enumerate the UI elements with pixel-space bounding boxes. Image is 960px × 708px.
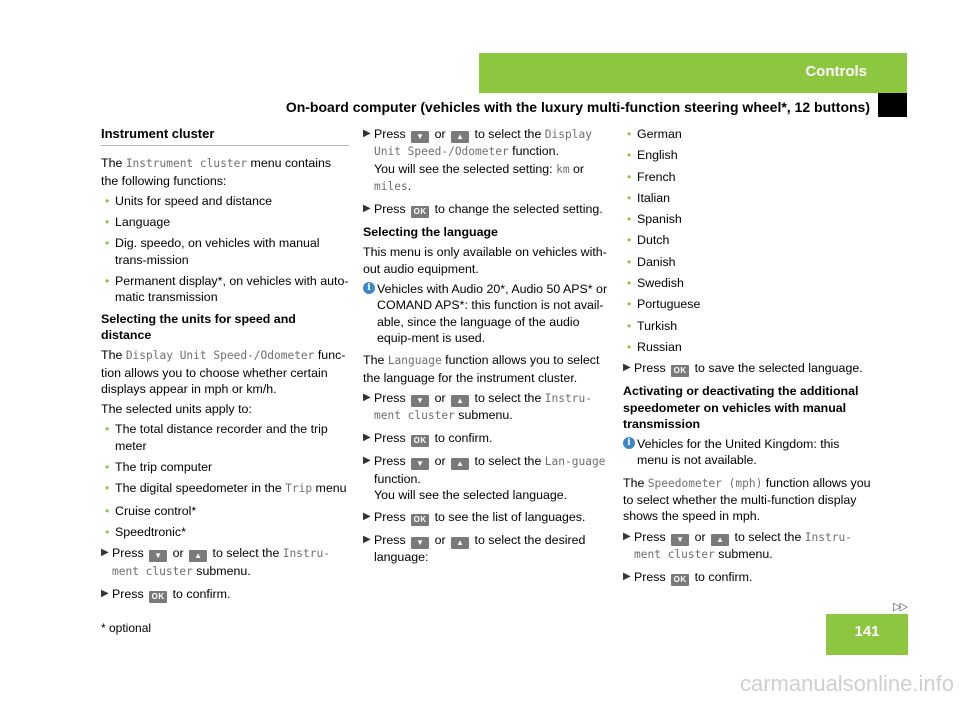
info-icon: i bbox=[363, 282, 375, 294]
menu-name: Speedometer (mph) bbox=[647, 476, 763, 490]
ok-key-icon: OK bbox=[149, 591, 167, 603]
section-marker bbox=[878, 93, 907, 117]
language-item: • German bbox=[623, 126, 871, 142]
list-item: • Units for speed and distance bbox=[101, 193, 349, 209]
menu-name: Trip bbox=[285, 482, 313, 496]
instruction-step: ▶ Press ▼ or ▲ to select the Instru-ment cluster submenu. bbox=[363, 390, 592, 423]
arrow-right-icon: ▶ bbox=[623, 571, 631, 583]
setting-value: km bbox=[556, 162, 570, 176]
info-note: i Vehicles with Audio 20*, Audio 50 APS* or COMAND APS*: this function is not avail-able, since the language of the audio equip-ment is used. bbox=[363, 281, 611, 346]
menu-name: Instru-ment cluster bbox=[374, 391, 592, 423]
subheading: Selecting the units for speed and distance bbox=[101, 311, 296, 342]
down-key-icon: ▼ bbox=[411, 458, 429, 470]
ok-key-icon: OK bbox=[671, 365, 689, 377]
list-item: • Speedtronic* bbox=[101, 524, 349, 540]
ok-key-icon: OK bbox=[411, 435, 429, 447]
language-item: • Dutch bbox=[623, 232, 871, 248]
language-item: • French bbox=[623, 169, 871, 185]
paragraph: The Speedometer (mph) function allows you to select whether the multi-function display shows the speed in mph. bbox=[623, 475, 871, 524]
subheading: Selecting the language bbox=[363, 225, 498, 240]
list-item: • The trip computer bbox=[101, 459, 349, 475]
instruction-step: ▶ Press ▼ or ▲ to select the desired language: bbox=[363, 533, 586, 565]
menu-name: Instrument cluster bbox=[125, 157, 248, 171]
down-key-icon: ▼ bbox=[149, 550, 167, 562]
list-item: • Dig. speedo, on vehicles with manual trans-mission bbox=[101, 235, 349, 268]
page-number: 141 bbox=[854, 623, 880, 640]
footnote: * optional bbox=[101, 621, 152, 635]
instruction-step: ▶ Press OK to see the list of languages. bbox=[363, 510, 586, 525]
paragraph: The Display Unit Speed-/Odometer func-tion allows you to choose whether certain displays appear in mph or km/h. bbox=[101, 348, 346, 396]
arrow-right-icon: ▶ bbox=[363, 128, 371, 139]
watermark: carmanualsonline.info bbox=[739, 671, 954, 696]
menu-name: Display Unit Speed-/Odometer bbox=[374, 128, 592, 159]
language-item: • Portuguese bbox=[623, 296, 871, 312]
arrow-right-icon: ▶ bbox=[623, 530, 631, 542]
section-heading: Instrument cluster bbox=[101, 126, 349, 146]
paragraph: The Language function allows you to select the language for the instrument cluster. bbox=[363, 353, 600, 385]
arrow-right-icon: ▶ bbox=[363, 534, 371, 546]
down-key-icon: ▼ bbox=[411, 395, 429, 407]
menu-name: Instru-ment cluster bbox=[112, 547, 330, 578]
instruction-step: ▶ Press OK to confirm. bbox=[363, 431, 493, 446]
page-title: On-board computer (vehicles with the luxury multi-function steering wheel*, 12 buttons) bbox=[285, 99, 870, 115]
list-item: • Cruise control* bbox=[101, 503, 349, 519]
instruction-step: ▶ Press OK to confirm. bbox=[101, 586, 231, 601]
instruction-step: ▶ Press ▼ or ▲ to select the Display Unit Speed-/Odometer function. You will see the selected setting: km or miles. bbox=[363, 127, 592, 193]
down-key-icon: ▼ bbox=[411, 537, 429, 549]
down-key-icon: ▼ bbox=[411, 131, 429, 143]
language-item: • Swedish bbox=[623, 275, 871, 291]
list-item: • Language bbox=[101, 214, 349, 230]
column-2 bbox=[363, 126, 611, 572]
paragraph: The selected units apply to: bbox=[101, 402, 252, 417]
arrow-right-icon: ▶ bbox=[101, 587, 109, 599]
list-item: • Permanent display*, on vehicles with auto-matic transmission bbox=[101, 273, 349, 306]
instruction-step: ▶ Press OK to save the selected language. bbox=[623, 361, 863, 376]
section-label: Controls bbox=[805, 63, 867, 80]
subheading: Activating or deactivating the additional speedometer on vehicles with manual transmission bbox=[623, 384, 859, 431]
list-item: • The digital speedometer in the Trip menu bbox=[101, 480, 349, 497]
language-item: • Turkish bbox=[623, 318, 871, 334]
info-icon: i bbox=[623, 437, 635, 449]
menu-name: Display Unit Speed-/Odometer bbox=[125, 349, 315, 363]
up-key-icon: ▲ bbox=[451, 458, 469, 470]
info-note: i Vehicles for the United Kingdom: this menu is not available. bbox=[623, 436, 871, 469]
up-key-icon: ▲ bbox=[451, 537, 469, 549]
setting-value: miles bbox=[374, 179, 408, 193]
language-item: • Italian bbox=[623, 190, 871, 206]
menu-name: Lan-guage bbox=[544, 455, 606, 469]
arrow-right-icon: ▶ bbox=[363, 432, 371, 444]
arrow-right-icon: ▶ bbox=[363, 203, 371, 215]
ok-key-icon: OK bbox=[411, 514, 429, 526]
down-key-icon: ▼ bbox=[671, 534, 689, 546]
up-key-icon: ▲ bbox=[451, 131, 469, 143]
arrow-right-icon: ▶ bbox=[363, 455, 371, 467]
language-item: • Spanish bbox=[623, 211, 871, 227]
column-1 bbox=[101, 126, 349, 609]
language-item: • Danish bbox=[623, 254, 871, 270]
arrow-right-icon: ▶ bbox=[363, 511, 371, 523]
list-item: • The total distance recorder and the trip meter bbox=[101, 421, 349, 454]
instruction-step: ▶ Press ▼ or ▲ to select the Instru-ment cluster submenu. bbox=[101, 546, 330, 578]
paragraph: The Instrument cluster menu contains the following functions: bbox=[101, 156, 332, 188]
instruction-step: ▶ Press ▼ or ▲ to select the Lan-guage function. You will see the selected language. bbox=[363, 454, 606, 503]
paragraph: This menu is only available on vehicles with-out audio equipment. bbox=[363, 245, 607, 276]
continued-icon: ▷▷ bbox=[893, 601, 906, 613]
column-3 bbox=[623, 126, 871, 592]
arrow-right-icon: ▶ bbox=[363, 391, 371, 403]
instruction-step: ▶ Press OK to change the selected setting. bbox=[363, 202, 603, 217]
menu-name: Language bbox=[387, 354, 442, 368]
instruction-step: ▶ Press ▼ or ▲ to select the Instru-ment cluster submenu. bbox=[623, 529, 852, 561]
up-key-icon: ▲ bbox=[189, 550, 207, 562]
up-key-icon: ▲ bbox=[451, 395, 469, 407]
arrow-right-icon: ▶ bbox=[101, 547, 109, 559]
instruction-step: ▶ Press OK to confirm. bbox=[623, 570, 753, 585]
language-item: • English bbox=[623, 147, 871, 163]
up-key-icon: ▲ bbox=[711, 534, 729, 546]
ok-key-icon: OK bbox=[671, 574, 689, 586]
arrow-right-icon: ▶ bbox=[623, 362, 631, 374]
language-item: • Russian bbox=[623, 339, 871, 355]
page-number-tab bbox=[826, 614, 908, 655]
ok-key-icon: OK bbox=[411, 206, 429, 218]
menu-name: Instru-ment cluster bbox=[634, 530, 852, 561]
